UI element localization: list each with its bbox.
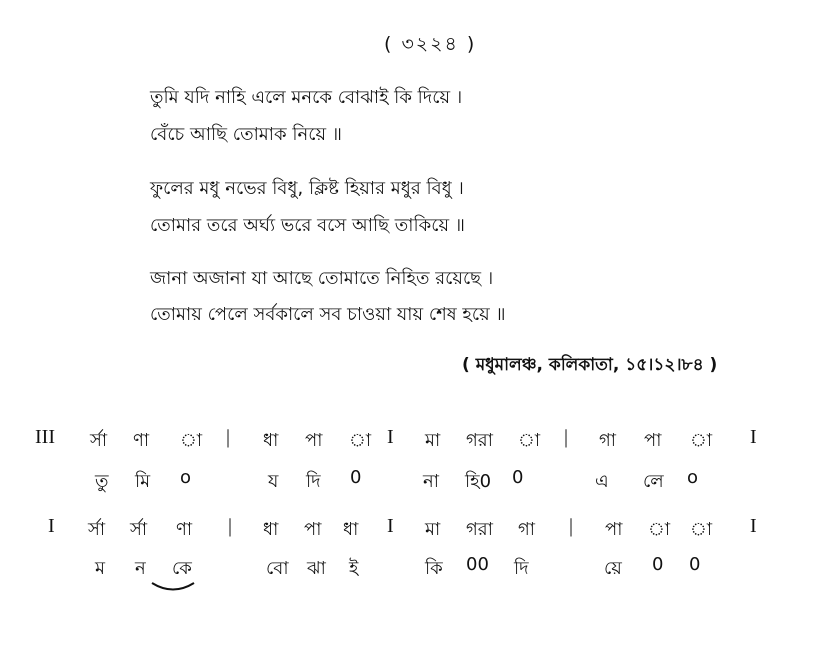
notation-cell: গরা bbox=[466, 519, 493, 540]
notation-lyric: 0 bbox=[350, 467, 362, 488]
notation-cell: ণা bbox=[133, 430, 150, 451]
notation-cell: া bbox=[180, 430, 203, 451]
notation-cell: পা bbox=[304, 519, 322, 540]
notation-cell: মা bbox=[425, 519, 441, 540]
notation-cell: পা bbox=[644, 430, 662, 451]
notation-cell: ধা bbox=[263, 430, 279, 451]
page-number: ( ৩২২৪ ) bbox=[384, 33, 477, 55]
notation-cell: | bbox=[226, 426, 231, 448]
notation-lyric: য়ে bbox=[604, 558, 622, 579]
notation-cell: ধা bbox=[343, 519, 359, 540]
lyric-line-1: তুমি যদি নাহি এলে মনকে বোঝাই কি দিয়ে । bbox=[150, 87, 463, 108]
notation-lyric: এ bbox=[595, 471, 609, 492]
notation-lyric: দি bbox=[514, 558, 529, 579]
notation-lyric: 00 bbox=[466, 554, 489, 575]
notation-lyric: ন bbox=[135, 558, 146, 579]
lyric-line-3: ফুলের মধু নভের বিধু, ক্লিষ্ট হিয়ার মধুর বিধু । bbox=[150, 178, 464, 199]
notation-lyric: ঝা bbox=[307, 558, 326, 579]
notation-cell: া bbox=[648, 519, 671, 540]
notation-cell: I bbox=[750, 426, 757, 448]
notation-lyric: তু bbox=[95, 471, 109, 492]
notation-lyric: কি bbox=[425, 558, 443, 579]
notation-cell: র্সা bbox=[88, 519, 106, 540]
notation-lyric: হি0 bbox=[465, 471, 492, 492]
notation-lyric: 0 bbox=[689, 554, 701, 575]
source-citation: ( মধুমালঞ্চ, কলিকাতা, ১৫।১২।৮৪ ) bbox=[462, 355, 718, 375]
notation-cell: | bbox=[564, 426, 569, 448]
notation-cell: গা bbox=[599, 430, 617, 451]
notation-cell: ধা bbox=[263, 519, 279, 540]
notation-lyric: 0 bbox=[512, 467, 524, 488]
notation-cell: III bbox=[35, 426, 55, 448]
notation-cell: পা bbox=[605, 519, 623, 540]
notation-cell: I bbox=[48, 515, 55, 537]
notation-cell: া bbox=[518, 430, 541, 451]
notation-cell: র্সা bbox=[130, 519, 148, 540]
notation-lyric: মি bbox=[135, 471, 151, 492]
notation-cell: I bbox=[387, 515, 394, 537]
notation-cell: | bbox=[228, 515, 233, 537]
slur-mark bbox=[150, 580, 196, 594]
notation-cell: গরা bbox=[466, 430, 493, 451]
lyric-line-2: বেঁচে আছি তোমাক নিয়ে ॥ bbox=[150, 124, 342, 145]
notation-cell: া bbox=[349, 430, 372, 451]
notation-lyric: লে bbox=[643, 471, 664, 492]
notation-lyric: o bbox=[687, 467, 699, 488]
notation-cell: মা bbox=[425, 430, 441, 451]
lyric-line-4: তোমার তরে অর্ঘ্য ভরে বসে আছি তাকিয়ে ॥ bbox=[150, 215, 465, 236]
notation-cell: া bbox=[690, 430, 713, 451]
lyric-line-5: জানা অজানা যা আছে তোমাতে নিহিত রয়েছে । bbox=[150, 268, 494, 289]
notation-cell: পা bbox=[305, 430, 323, 451]
lyric-line-6: তোমায় পেলে সর্বকালে সব চাওয়া যায় শেষ হয়ে ॥ bbox=[150, 304, 506, 325]
notation-cell: I bbox=[750, 515, 757, 537]
notation-cell: ণা bbox=[176, 519, 193, 540]
notation-cell: গা bbox=[518, 519, 536, 540]
notation-lyric: o bbox=[180, 467, 192, 488]
notation-lyric: য bbox=[268, 471, 279, 492]
notation-lyric: না bbox=[423, 471, 439, 492]
notation-cell: া bbox=[690, 519, 713, 540]
notation-lyric: ই bbox=[349, 558, 359, 579]
notation-lyric: বো bbox=[266, 558, 289, 579]
notation-lyric: ম bbox=[95, 558, 105, 579]
notation-cell: I bbox=[387, 426, 394, 448]
notation-lyric: কে bbox=[172, 558, 192, 579]
notation-cell: র্সা bbox=[90, 430, 108, 451]
notation-lyric: দি bbox=[306, 471, 321, 492]
notation-cell: | bbox=[569, 515, 574, 537]
notation-lyric: 0 bbox=[652, 554, 664, 575]
